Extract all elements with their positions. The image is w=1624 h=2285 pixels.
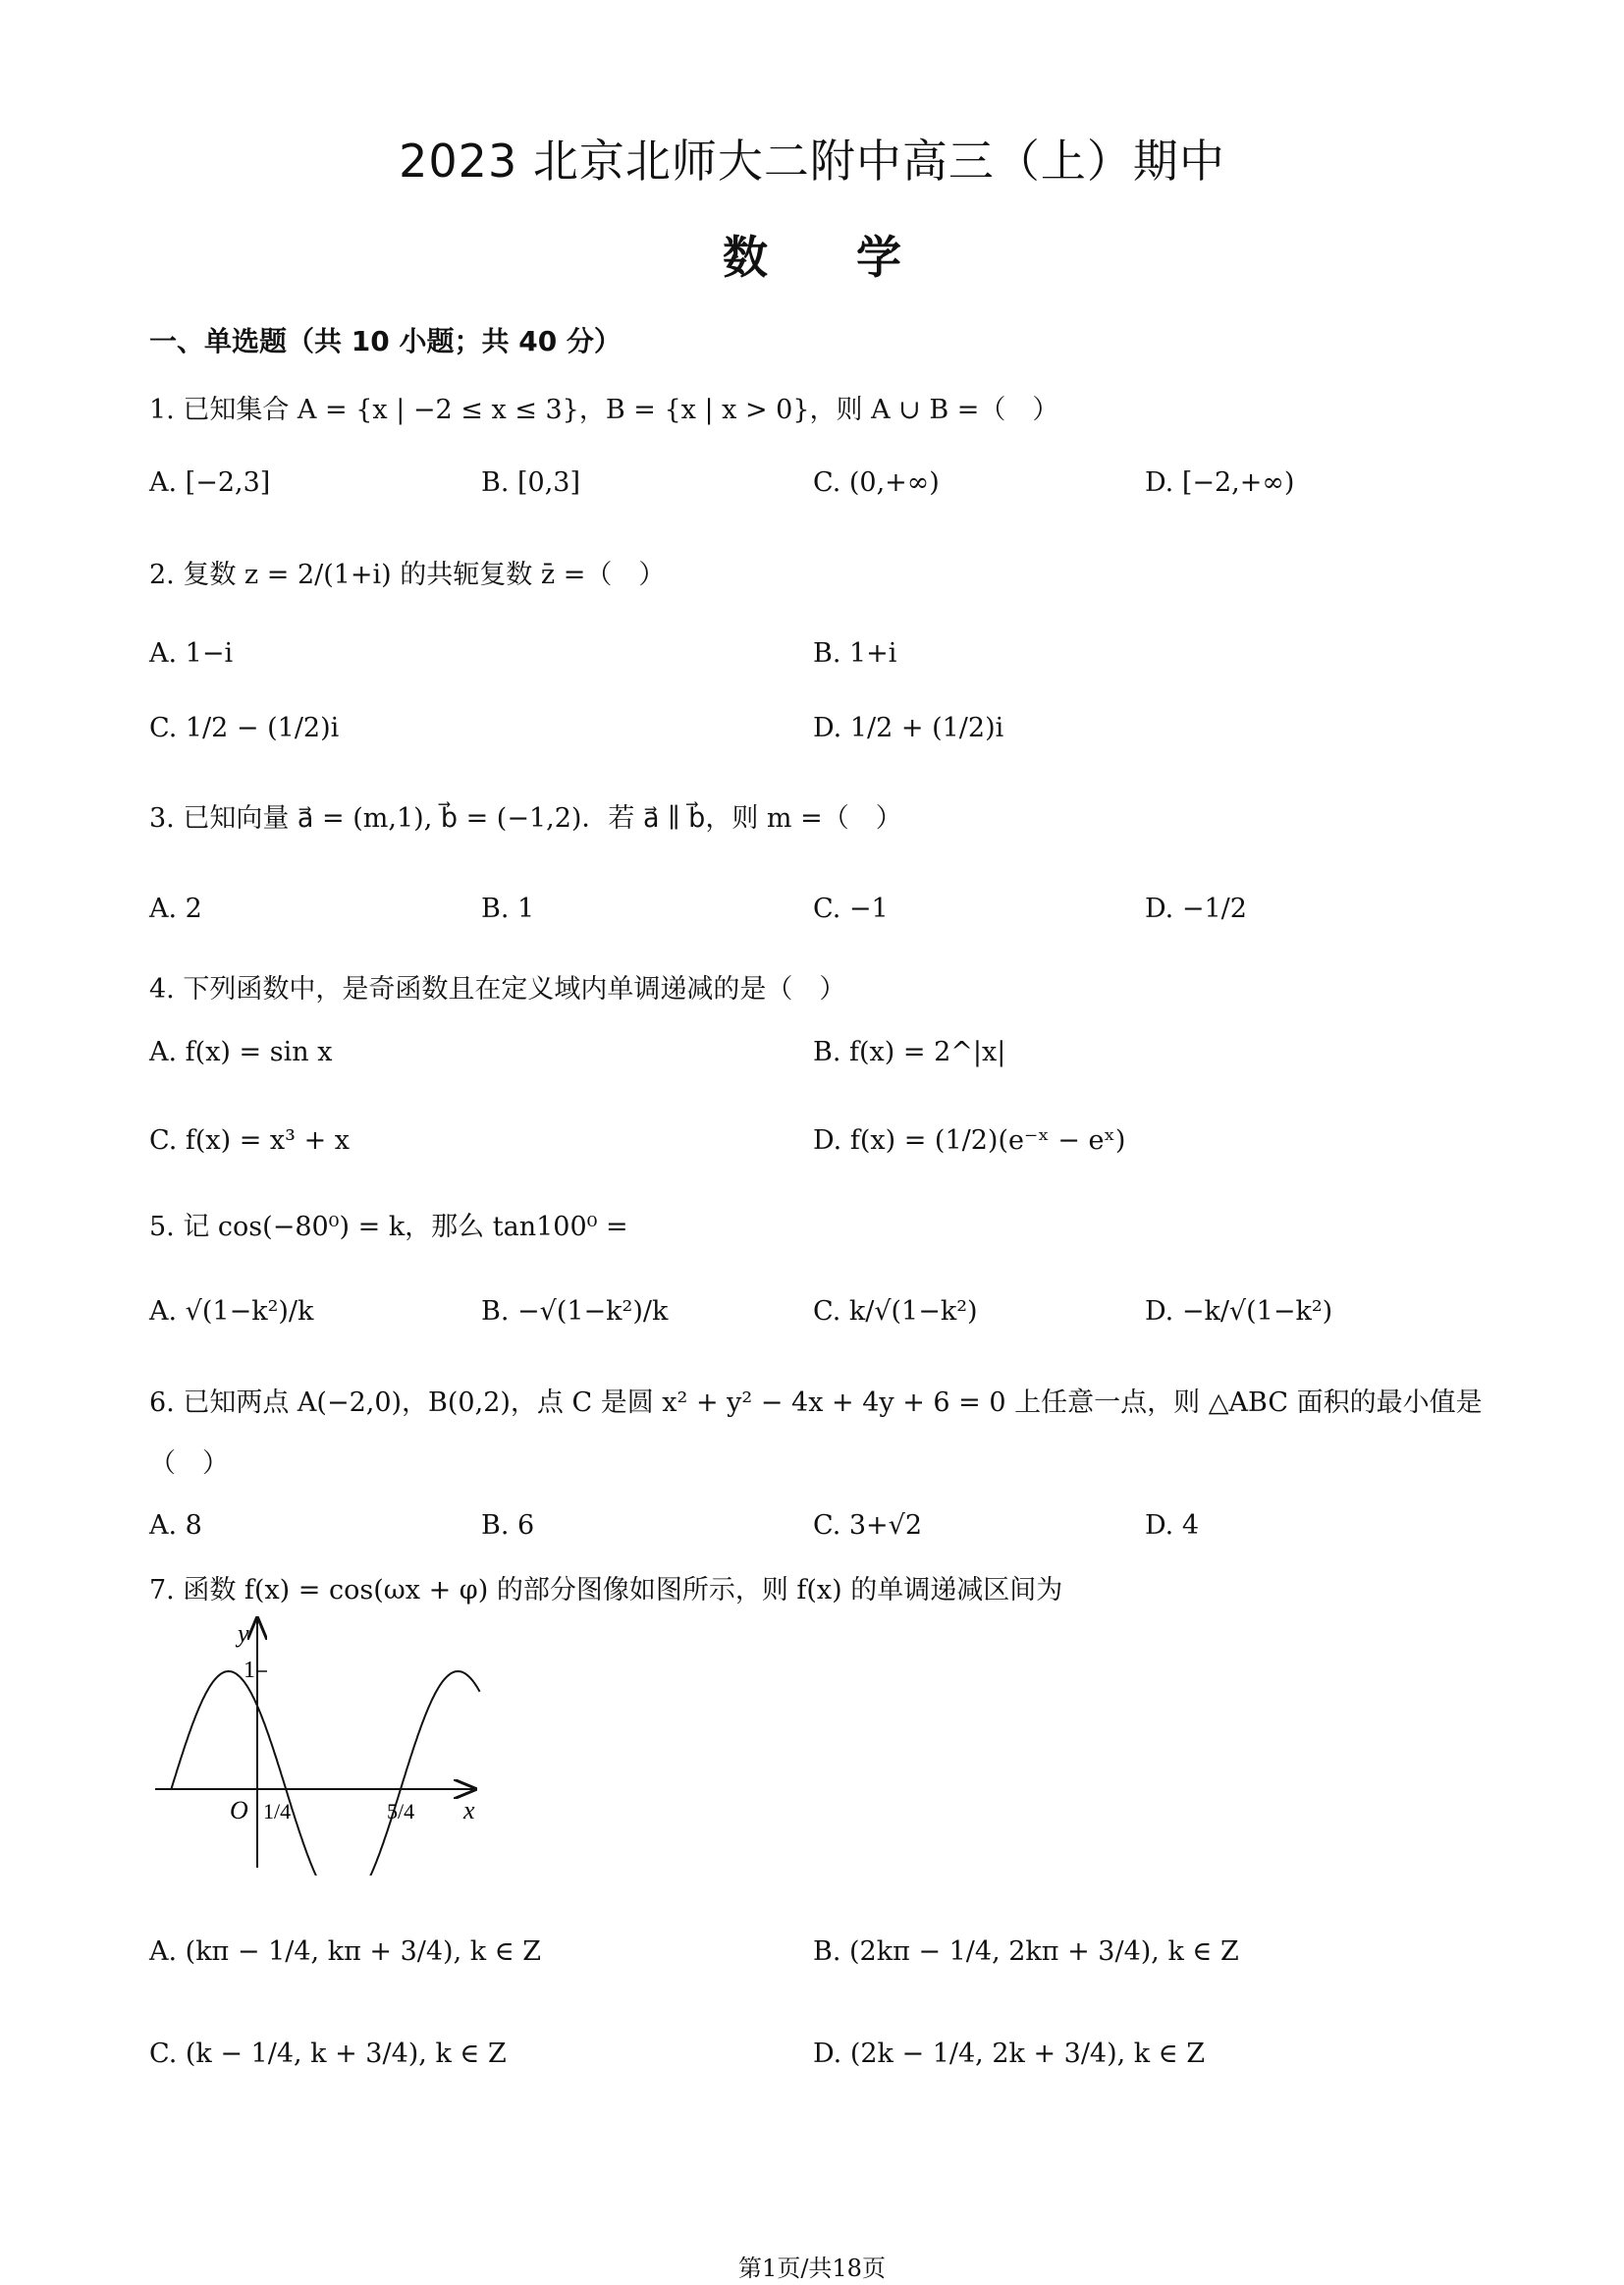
- q2-option-b: B. 1+i: [813, 638, 897, 669]
- q1-option-d: D. [−2,+∞): [1145, 467, 1295, 498]
- cosine-curve: [171, 1671, 479, 1876]
- question-2: 2. 复数 z = 2/(1+i) 的共轭复数 z̄ =（ ）: [149, 560, 666, 590]
- question-1: 1. 已知集合 A = {x | −2 ≤ x ≤ 3}，B = {x | x > 0}，则 A ∪ B =（ ）: [149, 395, 1059, 425]
- q6-option-c: C. 3+√2: [813, 1510, 923, 1541]
- q4-option-a: A. f(x) = sin x: [149, 1037, 333, 1067]
- q7-option-a: A. (kπ − 1/4, kπ + 3/4), k ∈ Z: [149, 1936, 542, 1967]
- q5-option-b: B. −√(1−k²)/k: [481, 1296, 669, 1327]
- x-axis-label: x: [463, 1796, 475, 1824]
- y-axis-label: y: [238, 1619, 249, 1648]
- q7-option-b: B. (2kπ − 1/4, 2kπ + 3/4), k ∈ Z: [813, 1936, 1239, 1967]
- x-tick-label-2: 5/4: [387, 1799, 415, 1823]
- q6-option-a: A. 8: [149, 1510, 202, 1541]
- q3-option-c: C. −1: [813, 894, 889, 924]
- q2-option-a: A. 1−i: [149, 638, 234, 669]
- q1-option-b: B. [0,3]: [481, 467, 581, 498]
- question-3: 3. 已知向量 a⃗ = (m,1), b⃗ = (−1,2)．若 a⃗ ∥ b⃗，则 m =（ ）: [149, 803, 902, 834]
- section-heading: 一、单选题（共 10 小题；共 40 分）: [149, 325, 622, 357]
- q1-option-c: C. (0,+∞): [813, 467, 940, 498]
- question-4: 4. 下列函数中，是奇函数且在定义域内单调递减的是（ ）: [149, 974, 846, 1005]
- question-5: 5. 记 cos(−80⁰) = k，那么 tan100⁰ =: [149, 1212, 628, 1242]
- y-tick-label: 1: [244, 1658, 255, 1683]
- page-title: 2023 北京北师大二附中高三（上）期中: [399, 135, 1225, 188]
- q7-option-d: D. (2k − 1/4, 2k + 3/4), k ∈ Z: [813, 2039, 1206, 2069]
- subject-heading: 数学: [723, 231, 990, 284]
- question-6: 6. 已知两点 A(−2,0)，B(0,2)，点 C 是圆 x² + y² − 4x + 4y + 6 = 0 上任意一点，则 △ABC 面积的最小值是（ ）: [149, 1387, 1483, 1479]
- page-footer: 第1页/共18页: [738, 2255, 886, 2282]
- q6-option-d: D. 4: [1145, 1510, 1200, 1541]
- q2-option-c: C. 1/2 − (1/2)i: [149, 713, 340, 743]
- q2-option-d: D. 1/2 + (1/2)i: [813, 713, 1004, 743]
- cosine-graph: [147, 1610, 481, 1876]
- q3-option-a: A. 2: [149, 894, 202, 924]
- origin-label: O: [230, 1796, 248, 1824]
- q4-option-c: C. f(x) = x³ + x: [149, 1125, 351, 1156]
- q3-option-d: D. −1/2: [1145, 894, 1247, 924]
- x-tick-label-1: 1/4: [263, 1799, 292, 1823]
- q6-option-b: B. 6: [481, 1510, 535, 1541]
- q5-option-d: D. −k/√(1−k²): [1145, 1296, 1333, 1327]
- q7-option-c: C. (k − 1/4, k + 3/4), k ∈ Z: [149, 2039, 507, 2069]
- q5-option-a: A. √(1−k²)/k: [149, 1296, 314, 1327]
- q3-option-b: B. 1: [481, 894, 535, 924]
- question-7: 7. 函数 f(x) = cos(ωx + φ) 的部分图像如图所示，则 f(x) 的单调递减区间为: [149, 1575, 1063, 1605]
- q4-option-d: D. f(x) = (1/2)(e⁻ˣ − eˣ): [813, 1125, 1126, 1156]
- q5-option-c: C. k/√(1−k²): [813, 1296, 978, 1327]
- q4-option-b: B. f(x) = 2^|x|: [813, 1037, 1006, 1067]
- q1-option-a: A. [−2,3]: [149, 467, 271, 498]
